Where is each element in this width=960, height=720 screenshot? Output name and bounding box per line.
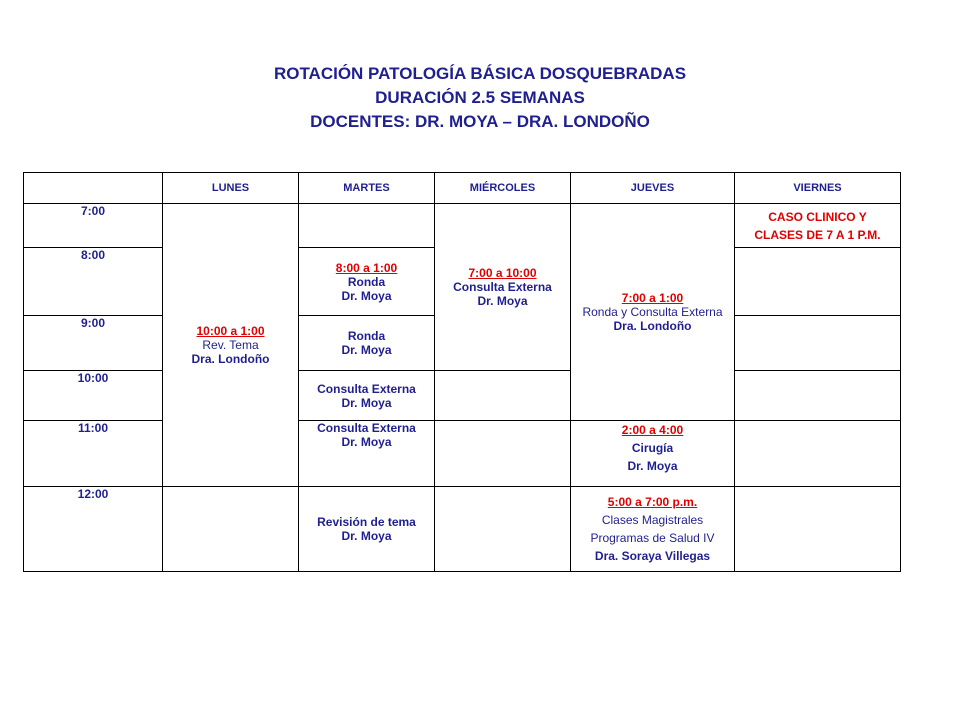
martes-8-doctor: Dr. Moya	[341, 288, 392, 303]
jueves-11-doctor: Dr. Moya	[627, 459, 678, 473]
schedule-title	[0, 62, 960, 134]
viernes-7-cell	[735, 204, 901, 248]
row-11	[24, 421, 901, 487]
martes-11-activity: Consulta Externa	[317, 421, 416, 435]
row-10	[24, 371, 901, 421]
martes-11-cell	[299, 421, 435, 487]
header-viernes: VIERNES	[735, 173, 901, 204]
lunes-12-empty	[163, 487, 299, 572]
martes-9-doctor: Dr. Moya	[341, 343, 392, 357]
time-cell: 9:00	[24, 316, 163, 371]
martes-12-cell	[299, 487, 435, 572]
lunes-doctor: Dra. Londoño	[191, 352, 270, 366]
jueves-11-cell	[571, 421, 735, 487]
viernes-9-empty	[735, 316, 901, 371]
martes-11-doctor: Dr. Moya	[341, 435, 392, 449]
title-line-teachers: DOCENTES: DR. MOYA – DRA. LONDOÑO	[310, 112, 650, 131]
time-cell: 11:00	[24, 421, 163, 487]
martes-9-activity: Ronda	[347, 329, 386, 343]
jueves-12-text2: Programas de Salud IV	[590, 531, 715, 545]
viernes-11-empty	[735, 421, 901, 487]
lunes-block	[163, 204, 299, 487]
time-cell: 8:00	[24, 248, 163, 316]
lunes-time: 10:00 a 1:00	[196, 324, 265, 338]
martes-12-activity: Revisión de tema	[317, 515, 416, 529]
header-martes: MARTES	[299, 173, 435, 204]
viernes-caso-line2: CLASES DE 7 A 1 P.M.	[754, 227, 881, 242]
jueves-12-text1: Clases Magistrales	[601, 513, 704, 527]
row-7	[24, 204, 901, 248]
schedule-table	[23, 172, 901, 572]
time-cell: 10:00	[24, 371, 163, 421]
jueves-12-doctor: Dra. Soraya Villegas	[594, 549, 711, 563]
martes-10-cell	[299, 371, 435, 421]
martes-8-cell	[299, 248, 435, 316]
miercoles-10-empty	[435, 371, 571, 421]
row-12	[24, 487, 901, 572]
jueves-block	[571, 204, 735, 421]
viernes-12-empty	[735, 487, 901, 572]
miercoles-activity: Consulta Externa	[453, 280, 552, 294]
jueves-block-doctor: Dra. Londoño	[613, 319, 692, 333]
martes-10-activity: Consulta Externa	[317, 381, 416, 396]
martes-7-empty	[299, 204, 435, 248]
jueves-12-cell	[571, 487, 735, 572]
jueves-12-time: 5:00 a 7:00 p.m.	[607, 495, 698, 509]
lunes-text: Rev. Tema	[202, 338, 259, 352]
jueves-11-activity: Cirugía	[631, 441, 674, 455]
title-line-rotation: ROTACIÓN PATOLOGÍA BÁSICA DOSQUEBRADAS	[273, 64, 687, 83]
martes-9-cell	[299, 316, 435, 371]
header-lunes: LUNES	[163, 173, 299, 204]
header-miercoles: MIÉRCOLES	[435, 173, 571, 204]
viernes-10-empty	[735, 371, 901, 421]
jueves-11-time: 2:00 a 4:00	[621, 423, 684, 437]
header-row	[24, 173, 901, 204]
miercoles-time: 7:00 a 10:00	[468, 266, 537, 280]
viernes-8-empty	[735, 248, 901, 316]
jueves-block-time: 7:00 a 1:00	[621, 291, 684, 305]
miercoles-block	[435, 204, 571, 371]
jueves-block-text: Ronda y Consulta Externa	[582, 305, 723, 319]
martes-8-time: 8:00 a 1:00	[335, 260, 398, 275]
time-cell: 7:00	[24, 204, 163, 248]
header-jueves: JUEVES	[571, 173, 735, 204]
miercoles-11-empty	[435, 421, 571, 487]
time-cell: 12:00	[24, 487, 163, 572]
martes-12-doctor: Dr. Moya	[341, 529, 392, 543]
header-corner	[24, 173, 163, 204]
viernes-caso-line1: CASO CLINICO Y	[768, 209, 867, 224]
miercoles-12-empty	[435, 487, 571, 572]
martes-8-activity: Ronda	[347, 274, 386, 289]
title-line-duration: DURACIÓN 2.5 SEMANAS	[375, 88, 585, 107]
miercoles-doctor: Dr. Moya	[477, 294, 528, 308]
martes-10-doctor: Dr. Moya	[341, 395, 392, 410]
